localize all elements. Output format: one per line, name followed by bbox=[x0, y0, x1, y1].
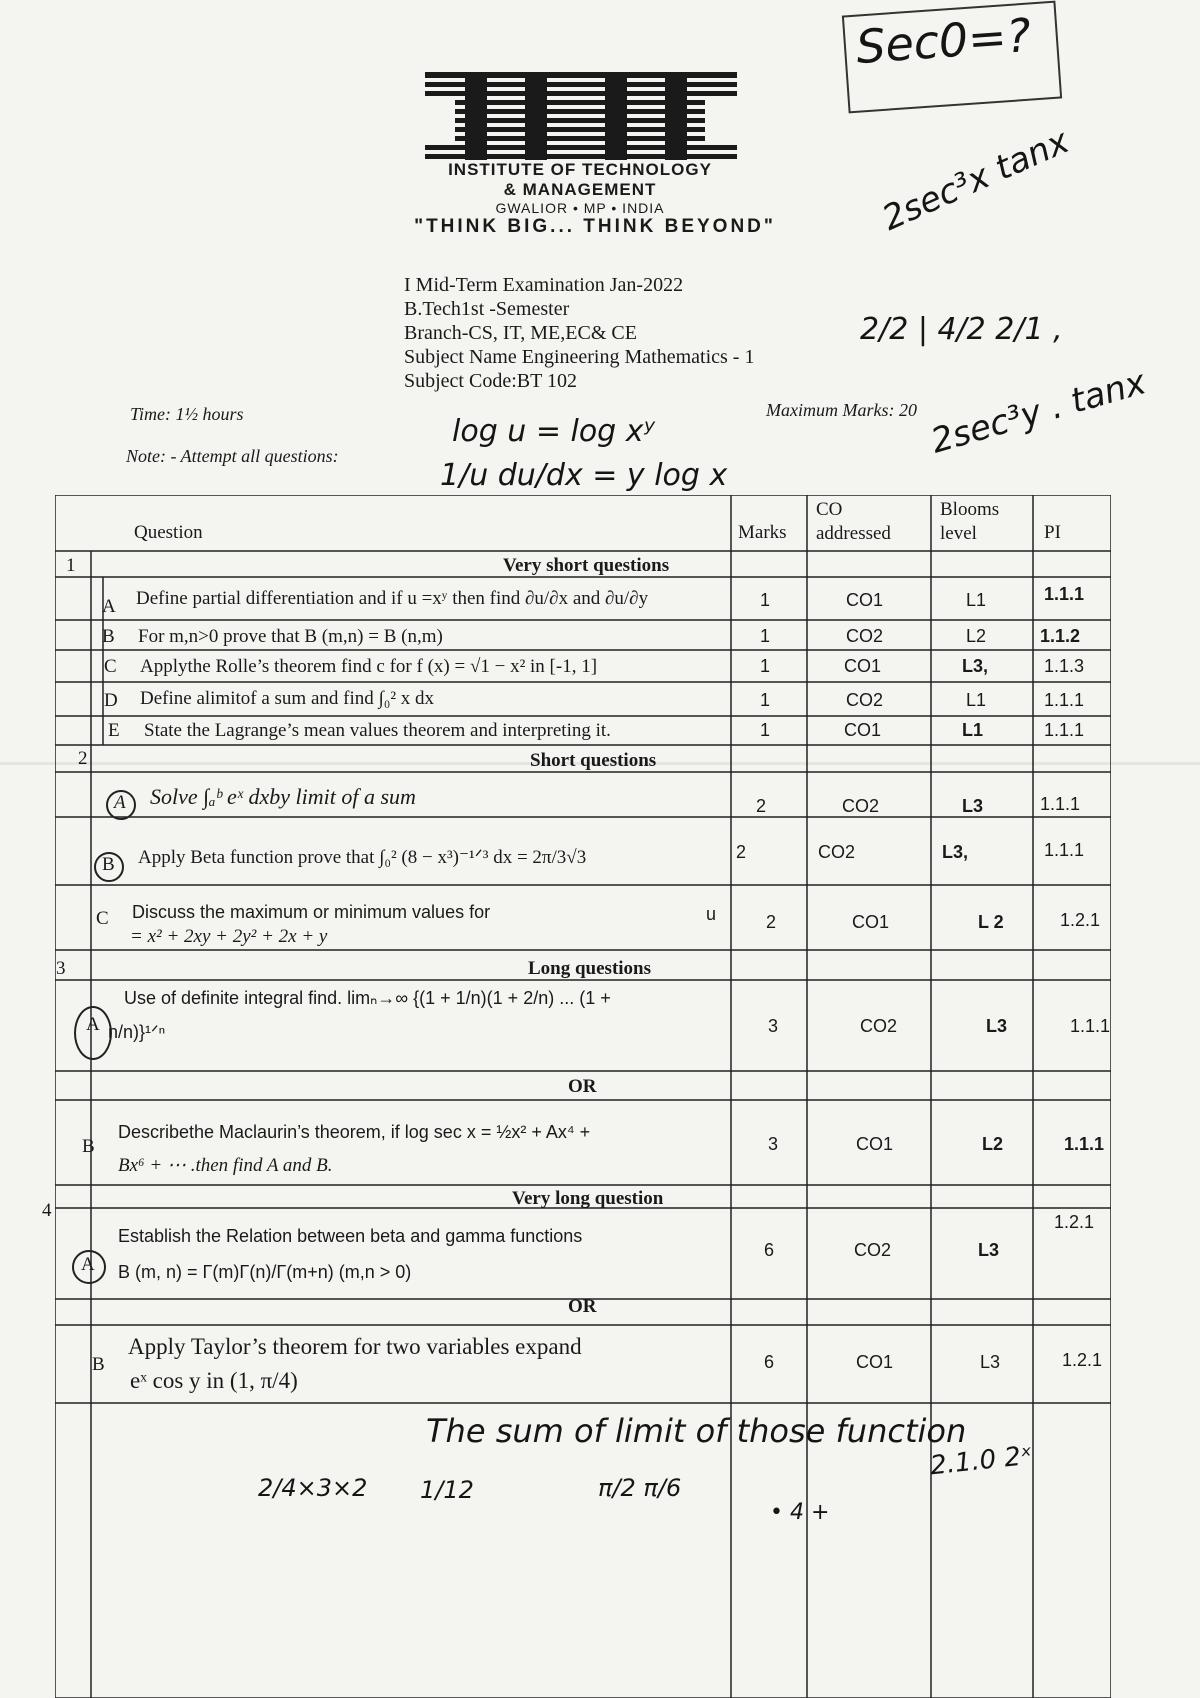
handwritten-note: The sum of limit of those function bbox=[426, 1412, 967, 1450]
exam-semester: B.Tech1st -Semester bbox=[404, 298, 570, 320]
question-text-2: = x² + 2xy + 2y² + 2x + y bbox=[130, 926, 328, 947]
itm-logo bbox=[425, 72, 737, 164]
section-title: Short questions bbox=[530, 750, 657, 771]
question-text: Discuss the maximum or minimum values for bbox=[132, 902, 491, 922]
handwritten-note: 2/2 | 4/2 2/1 , bbox=[860, 312, 1063, 347]
question-pi: 1.1.1 bbox=[1044, 690, 1085, 710]
tagline: "THINK BIG... THINK BEYOND" bbox=[414, 216, 776, 237]
question-co: CO2 bbox=[860, 1016, 898, 1036]
question-marks: 3 bbox=[768, 1134, 779, 1154]
question-bloom: L1 bbox=[962, 720, 984, 740]
question-text-2: Bx⁶ + ⋯ .then find A and B. bbox=[118, 1155, 333, 1176]
question-label: B bbox=[92, 1354, 105, 1375]
handwritten-note: 2sec³y . tanx bbox=[926, 362, 1151, 462]
question-text: Solve ∫ₐᵇ eˣ dxby limit of a sum bbox=[150, 784, 416, 809]
question-co: CO1 bbox=[856, 1352, 894, 1372]
question-label: A bbox=[102, 596, 116, 617]
exam-note: Note: - Attempt all questions: bbox=[126, 446, 339, 466]
question-bloom: L3 bbox=[962, 796, 984, 816]
handwritten-note: 2.1.0 2ˣ bbox=[928, 1440, 1034, 1482]
question-pi: 1.2.1 bbox=[1054, 1212, 1095, 1232]
institute-name: INSTITUTE OF TECHNOLOGY bbox=[448, 160, 712, 179]
exam-subject: Subject Name Engineering Mathematics - 1 bbox=[404, 346, 755, 368]
question-co: CO2 bbox=[846, 626, 884, 646]
question-pi: 1.1.1 bbox=[1044, 584, 1085, 604]
question-bloom: L2 bbox=[982, 1134, 1004, 1154]
header-blooms: Blooms level bbox=[940, 499, 1000, 544]
header-question: Question bbox=[134, 522, 203, 543]
section-title: Very long question bbox=[512, 1188, 664, 1209]
question-co: CO2 bbox=[818, 842, 856, 862]
max-marks: Maximum Marks: 20 bbox=[766, 400, 917, 420]
header-pi: PI bbox=[1044, 522, 1061, 543]
question-text: For m,n>0 prove that B (m,n) = B (n,m) bbox=[138, 626, 443, 647]
handwritten-note: 2/4×3×2 bbox=[258, 1474, 368, 1502]
question-pi: 1.1.1 bbox=[1070, 1016, 1111, 1036]
question-marks: 2 bbox=[736, 842, 747, 862]
question-co: CO1 bbox=[846, 590, 884, 610]
question-co: CO1 bbox=[856, 1134, 894, 1154]
question-text: Applythe Rolle’s theorem find c for f (x) = √1 − x² in [-1, 1] bbox=[140, 656, 598, 677]
question-co: CO2 bbox=[842, 796, 880, 816]
question-marks: 1 bbox=[760, 656, 771, 676]
handwritten-note: • 4 + bbox=[770, 1500, 830, 1525]
question-marks: 2 bbox=[766, 912, 777, 932]
question-label: E bbox=[108, 720, 120, 741]
question-text: State the Lagrange’s mean values theorem and interpreting it. bbox=[144, 720, 611, 741]
time-label: Time: bbox=[130, 404, 172, 424]
or-label: OR bbox=[568, 1076, 597, 1097]
paper-fold bbox=[0, 762, 1200, 765]
question-pi: 1.1.1 bbox=[1044, 840, 1085, 860]
question-pi: 1.2.1 bbox=[1060, 910, 1101, 930]
question-marks: 1 bbox=[760, 690, 771, 710]
question-marks: 1 bbox=[760, 720, 771, 740]
question-extra: u bbox=[706, 904, 717, 924]
question-pi: 1.1.1 bbox=[1064, 1134, 1105, 1154]
question-bloom: L3, bbox=[962, 656, 989, 676]
question-bloom: L2 bbox=[966, 626, 987, 646]
question-text-2: B (m, n) = Γ(m)Γ(n)/Γ(m+n) (m,n > 0) bbox=[118, 1262, 412, 1282]
question-label: D bbox=[104, 690, 118, 711]
question-label: B bbox=[102, 626, 115, 647]
handwritten-note: 2sec³x tanx bbox=[876, 121, 1075, 239]
header-marks: Marks bbox=[738, 522, 787, 543]
section-number: 4 bbox=[42, 1200, 52, 1221]
question-label: A bbox=[86, 1014, 100, 1035]
question-marks: 1 bbox=[760, 626, 771, 646]
question-label: C bbox=[104, 656, 117, 677]
question-marks: 3 bbox=[768, 1016, 779, 1036]
question-bloom: L 2 bbox=[978, 912, 1004, 932]
question-co: CO2 bbox=[846, 690, 884, 710]
question-text: Apply Taylor’s theorem for two variables expand bbox=[128, 1334, 582, 1359]
question-text: Define alimitof a sum and find ∫₀² x dx bbox=[140, 688, 435, 709]
question-label: A bbox=[81, 1254, 95, 1275]
question-pi: 1.1.1 bbox=[1044, 720, 1085, 740]
question-bloom: L3 bbox=[986, 1016, 1008, 1036]
section-number: 2 bbox=[78, 748, 88, 769]
institute-subname: & MANAGEMENT bbox=[503, 180, 657, 199]
question-text: Apply Beta function prove that ∫₀² (8 − x³)⁻¹ᐟ³ dx = 2π/3√3 bbox=[138, 847, 587, 868]
question-label: C bbox=[96, 908, 109, 929]
question-label: B bbox=[82, 1136, 95, 1157]
question-text: Establish the Relation between beta and gamma functions bbox=[118, 1226, 583, 1246]
exam-code: Subject Code:BT 102 bbox=[404, 370, 577, 392]
question-co: CO1 bbox=[844, 720, 882, 740]
question-label: B bbox=[102, 854, 115, 875]
question-text: Use of definite integral find. limₙ→∞ {(1 + 1/n)(1 + 2/n) ... (1 + bbox=[124, 988, 611, 1008]
section-number: 3 bbox=[56, 958, 66, 979]
question-co: CO1 bbox=[844, 656, 882, 676]
section-title: Long questions bbox=[528, 958, 652, 979]
exam-time bbox=[130, 404, 244, 425]
question-co: CO1 bbox=[852, 912, 890, 932]
question-text-2: n/n)}¹ᐟⁿ bbox=[108, 1022, 166, 1042]
time-value: 1½ hours bbox=[175, 404, 244, 424]
question-bloom: L1 bbox=[966, 690, 987, 710]
question-pi: 1.1.1 bbox=[1040, 794, 1081, 814]
question-text: Define partial differentiation and if u =xʸ then find ∂u/∂x and ∂u/∂y bbox=[136, 588, 649, 609]
question-text-2: eˣ cos y in (1, π/4) bbox=[130, 1368, 298, 1393]
handwritten-note: 1/u du/dx = y log x bbox=[440, 458, 728, 493]
handwritten-note: log u = log xʸ bbox=[452, 414, 655, 449]
question-co: CO2 bbox=[854, 1240, 892, 1260]
exam-title: I Mid-Term Examination Jan-2022 bbox=[404, 274, 684, 296]
question-pi: 1.2.1 bbox=[1062, 1350, 1103, 1370]
exam-branch: Branch-CS, IT, ME,EC& CE bbox=[404, 322, 637, 344]
handwritten-note: π/2 π/6 bbox=[598, 1474, 682, 1502]
question-bloom: L1 bbox=[966, 590, 987, 610]
question-marks: 2 bbox=[756, 796, 767, 816]
question-label: A bbox=[114, 792, 126, 813]
question-marks: 6 bbox=[764, 1240, 775, 1260]
question-text: Describethe Maclaurin’s theorem, if log sec x = ½x² + Ax⁴ + bbox=[118, 1122, 591, 1142]
institute-city: GWALIOR • MP • INDIA bbox=[495, 200, 665, 216]
question-bloom: L3, bbox=[942, 842, 969, 862]
section-number: 1 bbox=[66, 555, 76, 576]
header-co: CO addressed bbox=[816, 499, 891, 544]
question-pi: 1.1.2 bbox=[1040, 626, 1081, 646]
question-marks: 1 bbox=[760, 590, 771, 610]
or-label: OR bbox=[568, 1296, 597, 1317]
question-bloom: L3 bbox=[978, 1240, 1000, 1260]
question-pi: 1.1.3 bbox=[1044, 656, 1085, 676]
section-title: Very short questions bbox=[503, 555, 670, 576]
question-bloom: L3 bbox=[980, 1352, 1001, 1372]
handwritten-note: 1/12 bbox=[420, 1476, 474, 1504]
question-marks: 6 bbox=[764, 1352, 775, 1372]
handwritten-box-text: Sec0=? bbox=[854, 7, 1033, 75]
